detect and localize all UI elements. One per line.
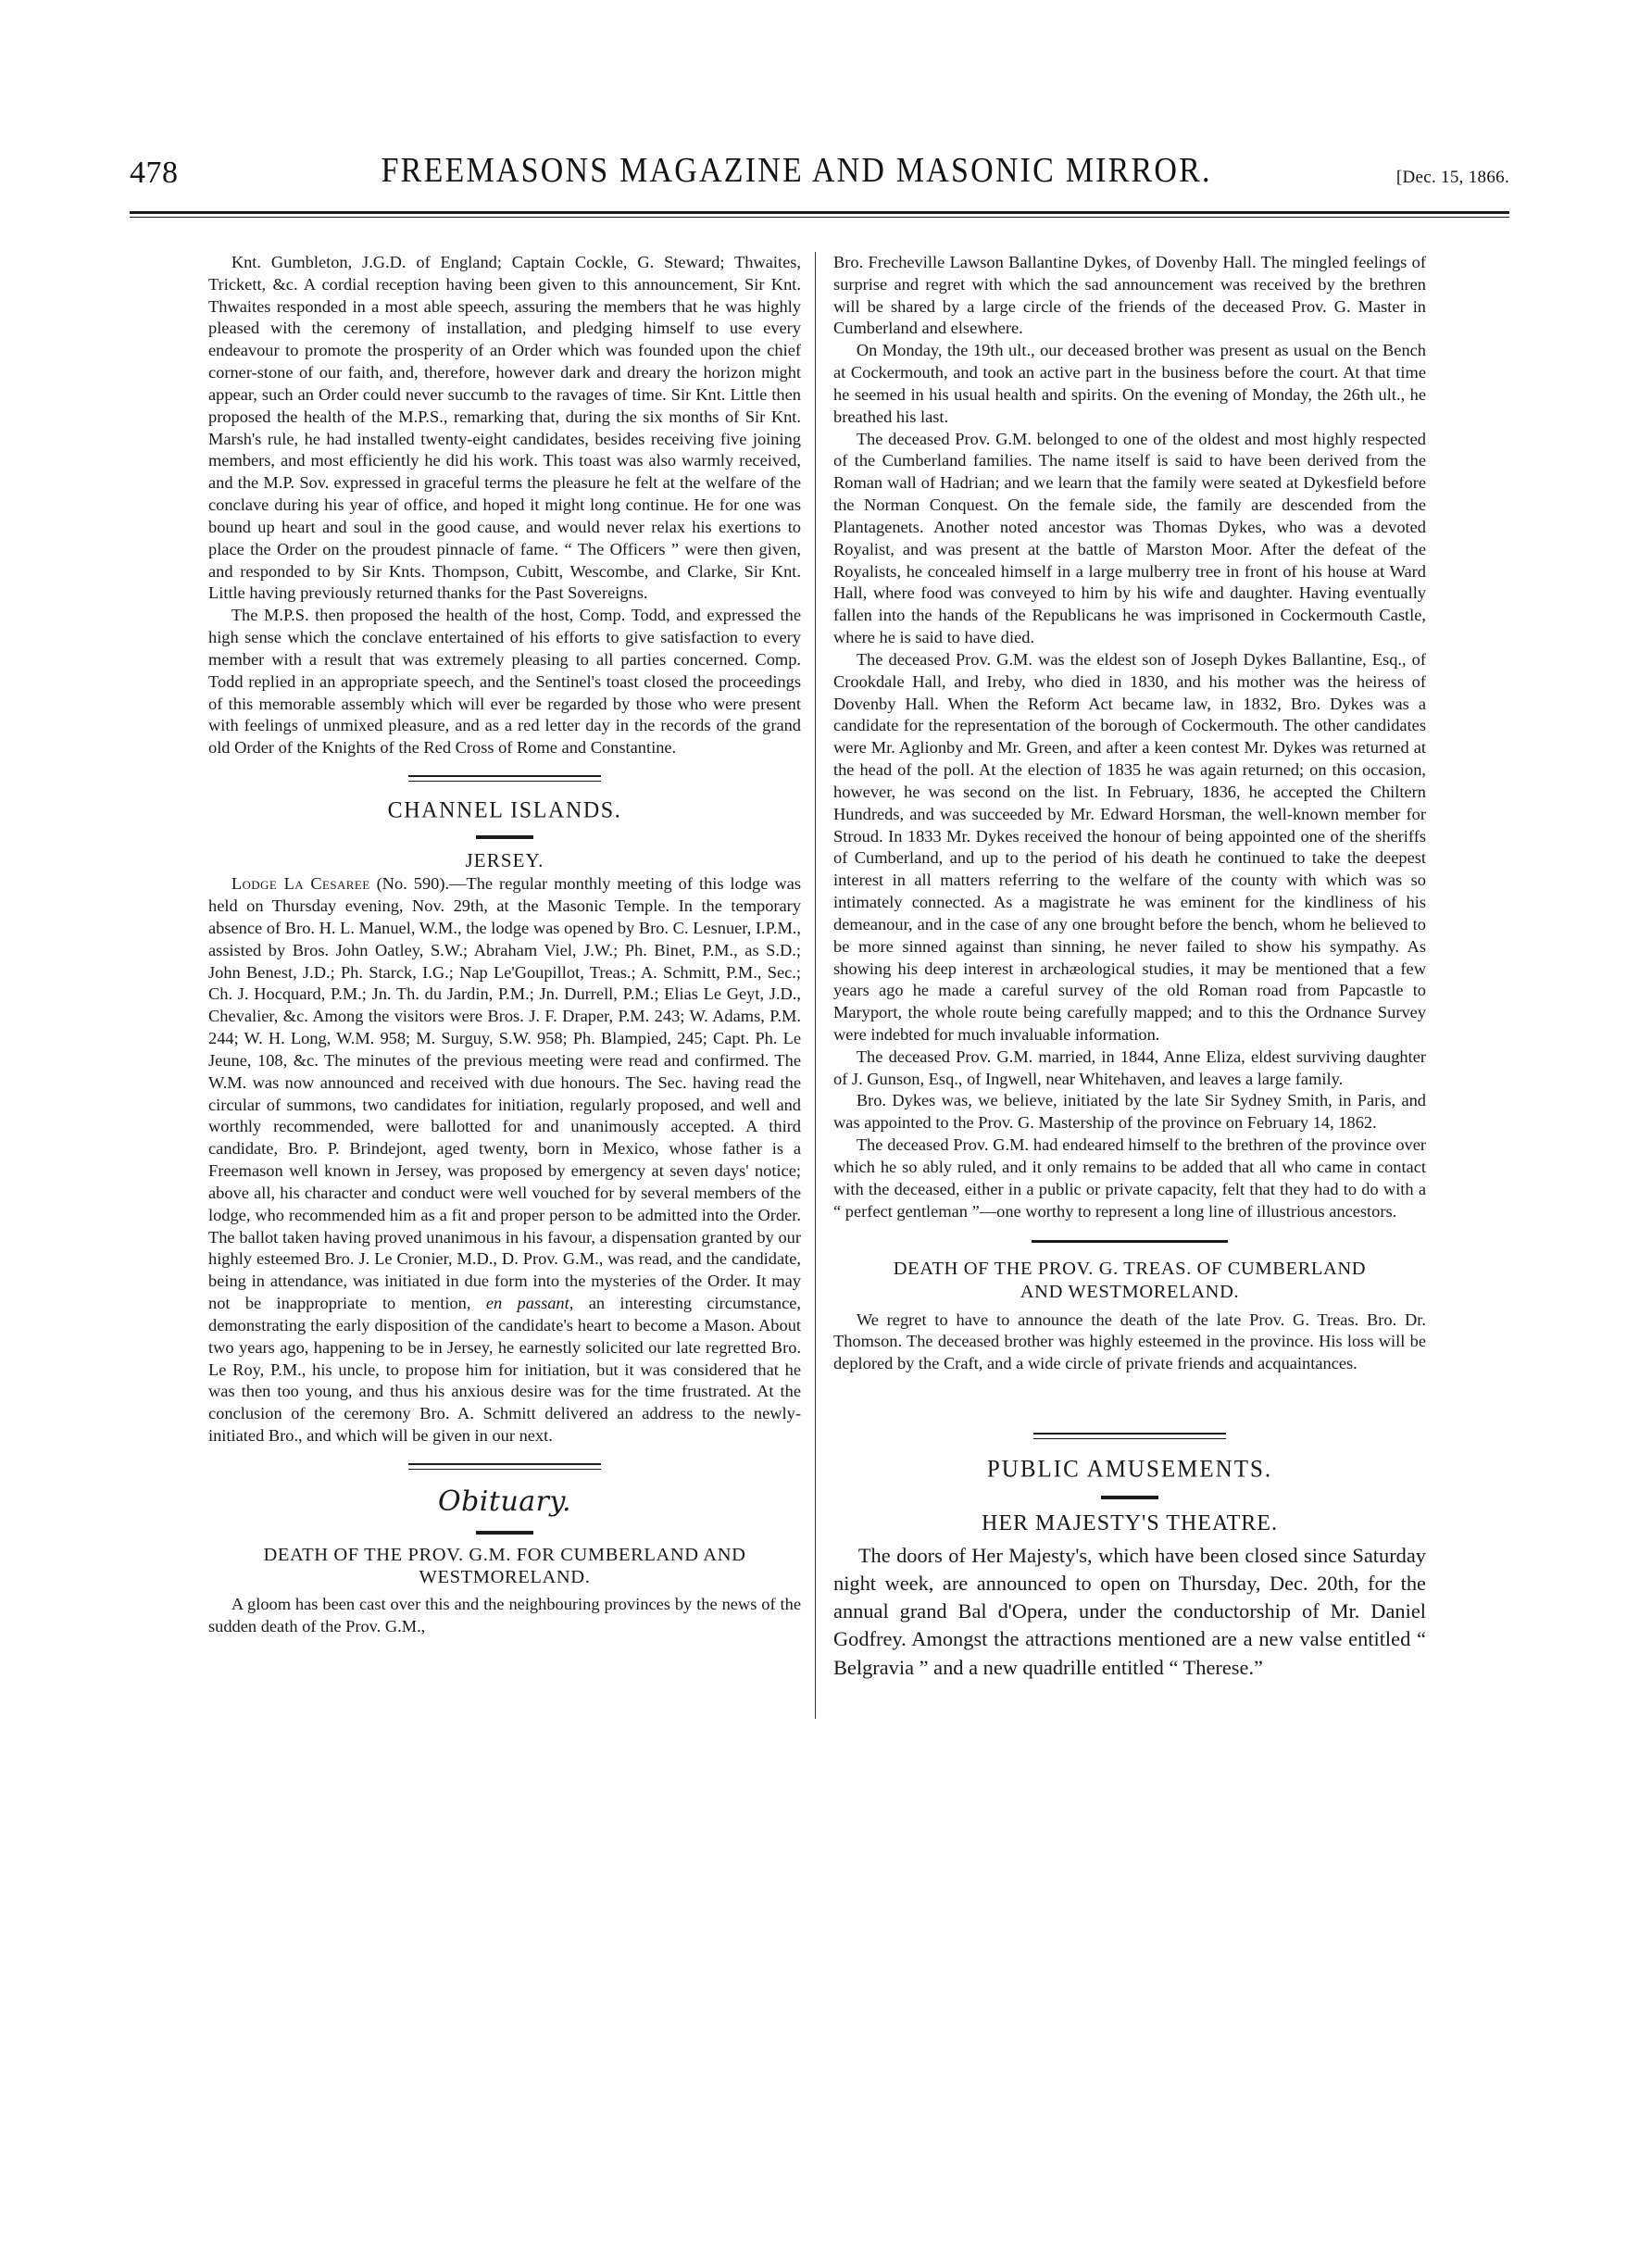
paragraph-obituary-continued-3: The deceased Prov. G.M. belonged to one of the oldest and most highly respected of the Cumberland families. The name itself is said to have been derived from the Roman wall of Hadrian; and we learn that the family were seated at Dykesfield before the Norman Conquest. On the female side, the family are descended from the Plantagenets. Another noted ancestor was Thomas Dykes, who was a devoted Royalist, and was present at the battle of Marston Moor. After the defeat of the Royalists, he concealed himself in a large mulberry tree in front of his house at Ward Hall, where food was conveyed to him by his wife and daughter. Having eventually fallen into the hands of the Republicans he was imprisoned in Cockermouth Castle, where he is said to have died.	[833, 429, 1426, 647]
paragraph-obituary-continued-4: The deceased Prov. G.M. was the eldest son of Joseph Dykes Ballantine, Esq., of Crookdale Hall, and Ireby, who died in 1830, and his mother was the heiress of Dovenby Hall. When the Reform Act became law, in 1832, Bro. Dykes was a candidate for the representation of the borough of Cockermouth. The other candidates were Mr. Aglionby and Mr. Green, and after a keen contest Mr. Dykes was returned at the head of the poll. At the election of 1835 he was again returned; on this occasion, however, he was second on the list. In February, 1836, he accepted the Chiltern Hundreds, and was succeeded by Mr. Edward Horsman, the well-known member for Stroud. In 1833 Mr. Dykes received the honour of being appointed one of the sheriffs of Cumberland, and up to the period of his death he continued to take the deepest interest in all matters referring to the welfare of the county with which was so intimately connected. As a magistrate he was eminent for the kindliness of his demeanour, and in the case of any one brought before the bench, whom he believed to be more sinned against than sinning, he never failed to show his sympathy. As showing his deep interest in archæological studies, it may be mentioned that a few years ago he made a careful survey of the old Roman road from Papcastle to Maryport, the whole route being carefully mapped; and to this the Ordnance Survey were indebted for much invaluable information.	[833, 649, 1426, 1044]
heading-death-prov-g-treas-line1: DEATH OF THE PROV. G. TREAS. OF CUMBERLAND	[893, 1259, 1367, 1280]
issue-date: [Dec. 15, 1866.	[1395, 168, 1509, 187]
paragraph-conclave-report-2: The M.P.S. then proposed the health of the host, Comp. Todd, and expressed the high sense which the conclave entertained of his efforts to give satisfaction to every member with a result that was extremely pleasing to all parties concerned. Comp. Todd replied in an appropriate speech, and the Sentinel's toast closed the proceedings of this memorable assembly which will ever be regarded by those who were present with feelings of unmixed pleasure, and as a red letter day in the records of the grand old Order of the Knights of the Red Cross of Rome and Constantine.	[208, 606, 801, 758]
paragraph-obituary-continued-6: Bro. Dykes was, we believe, initiated by the late Sir Sydney Smith, in Paris, and was appointed to the Prov. G. Mastership of the province on February 14, 1862.	[833, 1091, 1426, 1133]
lodge-name: Lodge La Cesaree	[231, 874, 370, 894]
paragraph-lodge-la-cesaree	[208, 873, 801, 1447]
paragraph-obituary-continued-7: The deceased Prov. G.M. had endeared himself to the brethren of the province over which he so ably ruled, and it only remains to be added that all who came in contact with the deceased, either in a public or private capacity, felt that they had to do with a “ perfect gentleman ”—one worthy to represent a long line of illustrious ancestors.	[833, 1135, 1426, 1221]
italic-phrase-en-passant: en passant,	[485, 1294, 574, 1313]
obituary-divider-rule	[408, 1463, 601, 1470]
lodge-report-body-continued: an interesting circumstance, demonstrating the early disposition of the candidate's heart to become a Mason. About two years ago, happening to be in Jersey, he earnestly solicited our late regretted Bro. Le Roy, P.M., his uncle, to propose him for initiation, but it was considered that he was then too young, and thus his anxious desire was for the time frustrated. At the conclusion of the ceremony Bro. A. Schmitt delivered an address to the newly-initiated Bro., and which will be given in our next.	[208, 1294, 801, 1446]
heading-death-prov-gm-line1: DEATH OF THE PROV. G.M. FOR CUMBERLAND AND	[263, 1544, 746, 1565]
heading-channel-islands: CHANNEL ISLANDS.	[387, 797, 622, 823]
heading-death-prov-gm	[208, 1544, 801, 1589]
treasurer-section-divider-rule	[1032, 1240, 1228, 1243]
lodge-number	[370, 874, 377, 893]
lodge-report-body: —The regular monthly meeting of this lodge was held on Thursday evening, Nov. 29th, at the Masonic Temple. In the temporary absence of Bro. H. L. Manuel, W.M., the lodge was opened by Bro. C. Lesnuer, I.P.M., assisted by Bros. John Oatley, S.W.; Abraham Viel, J.W.; Ph. Binet, P.M., as S.D.; John Benest, J.D.; Ph. Starck, I.G.; Nap Le'Goupillot, Treas.; A. Schmitt, P.M., Sec.; Ch. J. Hocquard, P.M.; Jn. Th. du Jardin, P.M.; Jn. Durrell, P.M.; Elias Le Geyt, J.D., Chevalier, &c. Among the visitors were Bros. J. F. Draper, P.M. 243; W. Adams, P.M. 244; W. H. Long, W.M. 958; M. Surguy, S.W. 958; Ph. Blampied, 245; Capt. Ph. Le Jeune, 108, &c. The minutes of the previous meeting were read and confirmed. The W.M. was now announced and received with due honours. The Sec. having read the circular of summons, two candidates for initiation, regularly proposed, and well and worthly recommended, were ballotted for and unanimously accepted. A third candidate, Bro. P. Brindejont, aged twenty, born in Mexico, whose father is a Freemason well known in Jersey, was proposed by emergency at seven days' notice; above all, his character and conduct were well vouched for by several members of the lodge, who recommended him as a fit and proper person to be admitted into the Order. The ballot taken having proved unanimous in his favour, a dispensation granted by our highly esteemed Bro. J. Le Cronier, M.D., D. Prov. G.M., was read, and the candidate, being in attendance, was initiated in due form into the mysteries of the Order. It may not be inappropriate to mention,	[208, 874, 801, 1313]
heading-public-amusements: PUBLIC AMUSEMENTS.	[986, 1456, 1273, 1483]
subheading-jersey: JERSEY.	[465, 849, 544, 872]
paragraph-her-majestys-theatre: The doors of Her Majesty's, which have been closed since Saturday night week, are announced to open on Thursday, Dec. 20th, for the annual grand Bal d'Opera, under the conductorship of Mr. Daniel Godfrey. Amongst the attractions mentioned are a new valse entitled “ Belgravia ” and a new quadrille entitled “ Therese.”	[833, 1544, 1426, 1679]
amusements-divider-rule	[1033, 1433, 1226, 1439]
paragraph-obituary-continued-5: The deceased Prov. G.M. married, in 1844, Anne Eliza, eldest surviving daughter of J. Gunson, Esq., of Ingwell, near Whitehaven, and leaves a large family.	[833, 1046, 1426, 1088]
obituary-underline-rule	[476, 1531, 533, 1535]
left-column	[208, 252, 801, 1638]
subheading-her-majestys-theatre: HER MAJESTY'S THEATRE.	[982, 1510, 1278, 1535]
paragraph-treasurer-obituary: We regret to have to announce the death of the late Prov. G. Treas. Bro. Dr. Thomson. The deceased brother was highly esteemed in the province. His loss will be deplored by the Craft, and a wide circle of private friends and acquaintances.	[833, 1309, 1426, 1373]
lodge-number-value: (No. 590).	[376, 874, 450, 894]
heading-death-prov-gm-line2: WESTMORELAND.	[419, 1567, 591, 1588]
heading-death-prov-g-treas	[833, 1258, 1426, 1303]
paragraph-obituary-opening: A gloom has been cast over this and the neighbouring provinces by the news of the sudden death of the Prov. G.M.,	[208, 1594, 801, 1635]
running-head	[130, 151, 1509, 206]
amusements-underline-rule	[1101, 1496, 1158, 1499]
page-number: 478	[130, 156, 179, 190]
heading-death-prov-g-treas-line2: AND WESTMORELAND.	[1020, 1282, 1240, 1303]
heading-underline-rule	[476, 835, 533, 839]
publication-title: FREEMASONS MAGAZINE AND MASONIC MIRROR.	[381, 151, 1212, 190]
column-divider-rule	[815, 252, 816, 1719]
paragraph-obituary-continued-2: On Monday, the 19th ult., our deceased brother was present as usual on the Bench at Cockermouth, and took an active part in the business before the court. At that time he seemed in his usual health and spirits. On the evening of Monday, the 26th ult., he breathed his last.	[833, 341, 1426, 426]
right-column	[833, 252, 1426, 1682]
public-amusements-section	[833, 1433, 1426, 1682]
paragraph-obituary-continued-1: Bro. Frecheville Lawson Ballantine Dykes, of Dovenby Hall. The mingled feelings of surprise and regret with which the sad announcement was received by the brethren will be shared by a large circle of the friends of the deceased Prov. G. Master in Cumberland and elsewhere.	[833, 253, 1426, 338]
section-divider-rule	[408, 775, 601, 782]
heading-obituary: Obituary.	[438, 1485, 571, 1518]
paragraph-conclave-report-1: Knt. Gumbleton, J.G.D. of England; Captain Cockle, G. Steward; Thwaites, Trickett, &c. A cordial reception having been given to this announcement, Sir Knt. Thwaites responded in a most able speech, assuring the members that he was highly pleased with the ceremony of installation, and pledging himself to use every endeavour to promote the prosperity of an Order which was founded upon the chief corner-stone of our faith, and, therefore, however dark and dreary the horizon might appear, such an Order could never succumb to the ravages of time. Sir Knt. Little then proposed the health of the M.P.S., remarking that, during the six months of Sir Knt. Marsh's rule, he had installed twenty-eight candidates, besides receiving five joining members, and most efficiently he did his work. This toast was also warmly received, and the M.P. Sov. expressed in graceful terms the pleasure he felt at the welfare of the conclave during his year of office, and hoped it might long continue. He for one was bound up heart and soul in the good cause, and would never relax his exertions to place the Order on the proudest pinnacle of fame. “ The Officers ” were then given, and responded to by Sir Knts. Thompson, Cubitt, Wescombe, and Clarke, Sir Knt. Little having previously returned thanks for the Past Sovereigns.	[208, 253, 801, 603]
masthead-rule	[130, 211, 1509, 218]
